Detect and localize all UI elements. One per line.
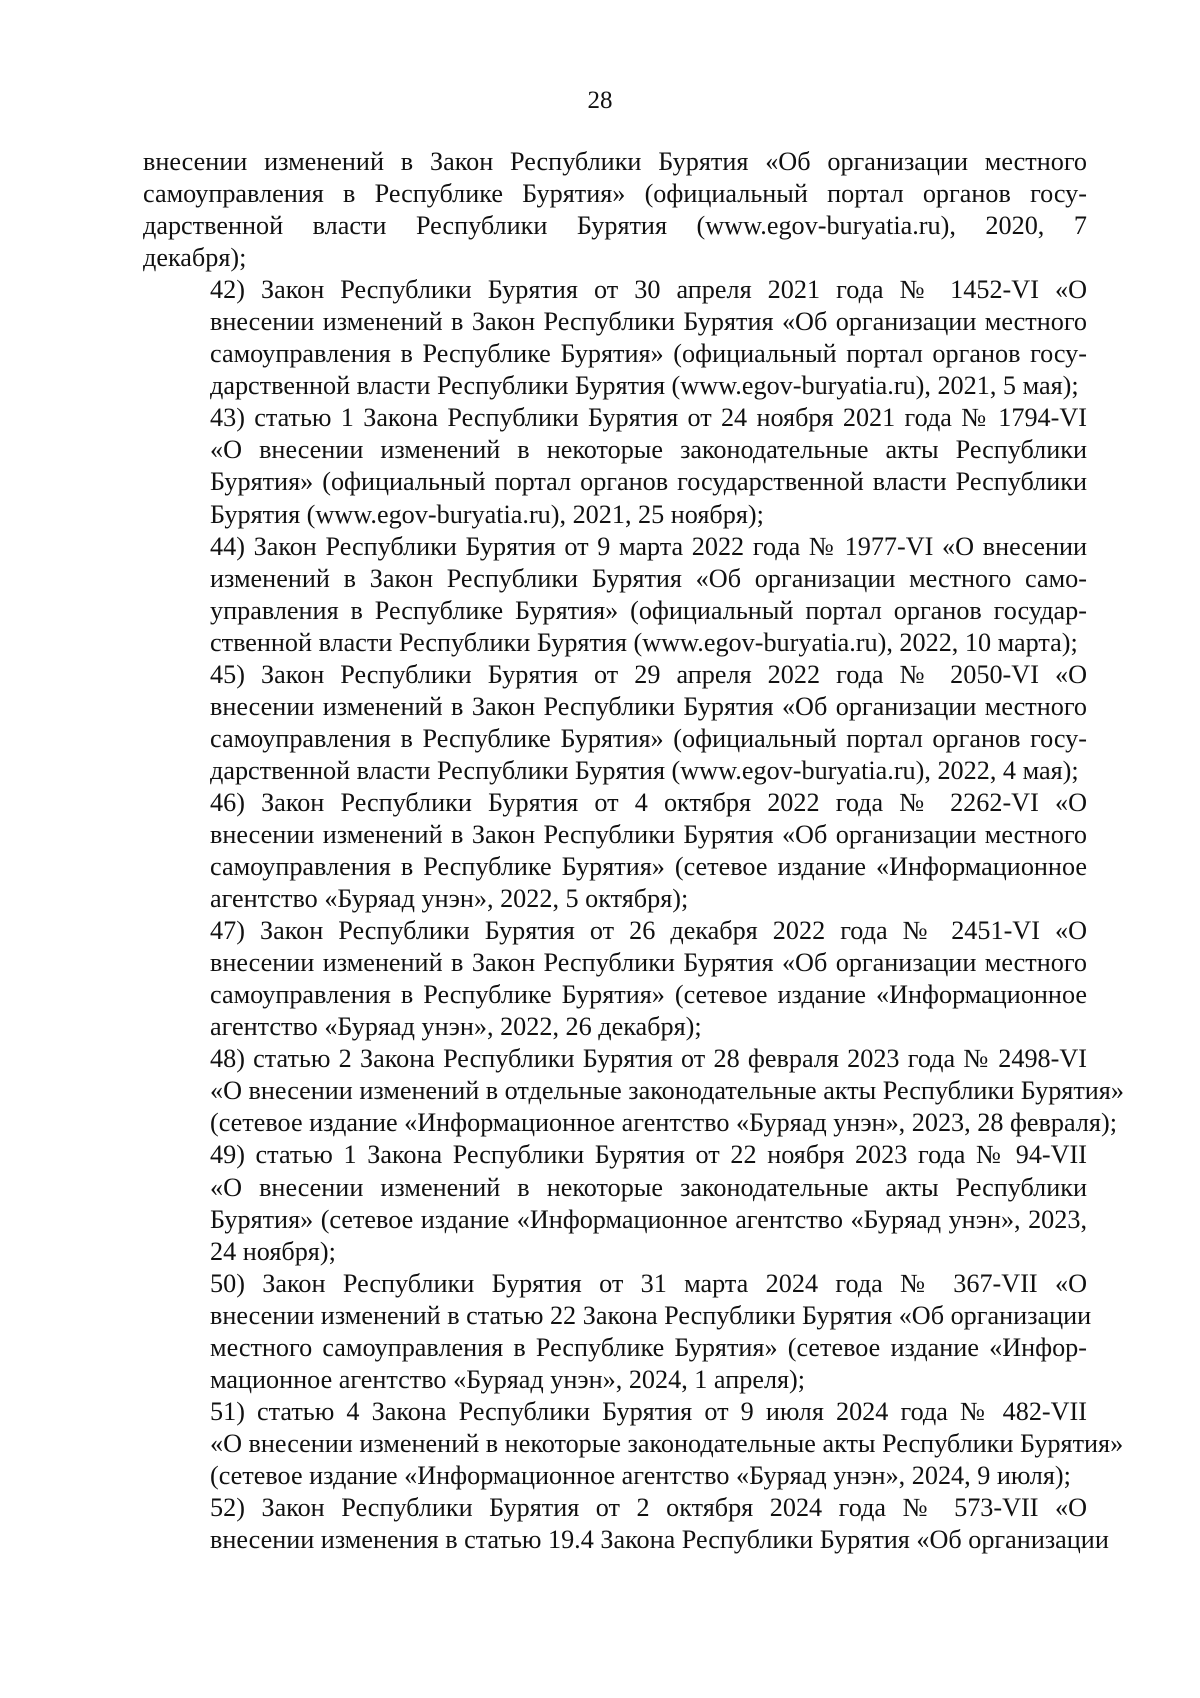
text-line: 42) Закон Республики Бурятия от 30 апреля 2021 года № 1452-VI «О [210, 275, 1087, 305]
list-item-paragraph [143, 1139, 1087, 1267]
text-line: Бурятия» (официальный портал органов государственной власти Республики [210, 467, 1087, 497]
text-line: Бурятия» (сетевое издание «Информационное агентство «Буряад унэн», 2023, [210, 1204, 1087, 1234]
text-line: 44) Закон Республики Бурятия от 9 марта 2022 года № 1977-VI «О внесении [210, 531, 1087, 561]
text-line: самоуправления в Республике Бурятия» (официальный портал органов госу- [210, 723, 1087, 753]
text-line: дарственной власти Республики Бурятия (www.egov-buryatia.ru), 2020, 7 [143, 211, 1087, 241]
text-line: 24 ноября); [210, 1236, 336, 1266]
list-item-paragraph [143, 274, 1087, 402]
text-line: Бурятия (www.egov-buryatia.ru), 2021, 25 ноября); [210, 499, 764, 529]
text-line: 49) статью 1 Закона Республики Бурятия от 22 ноября 2023 года № 94-VII [210, 1140, 1087, 1170]
text-line: ственной власти Республики Бурятия (www.egov-buryatia.ru), 2022, 10 марта); [210, 627, 1078, 657]
text-line: дарственной власти Республики Бурятия (www.egov-buryatia.ru), 2022, 4 мая); [210, 755, 1079, 785]
text-line: изменений в Закон Республики Бурятия «Об организации местного само- [210, 563, 1087, 593]
text-line: 52) Закон Республики Бурятия от 2 октября 2024 года № 573-VII «О [210, 1492, 1087, 1522]
text-line: дарственной власти Республики Бурятия (www.egov-buryatia.ru), 2021, 5 мая); [210, 371, 1079, 401]
list-item-paragraph [143, 659, 1087, 787]
text-line: 43) статью 1 Закона Республики Бурятия от 24 ноября 2021 года № 1794-VI [210, 403, 1087, 433]
text-line: 51) статью 4 Закона Республики Бурятия от 9 июля 2024 года № 482-VII [210, 1396, 1087, 1426]
list-item-paragraph [143, 146, 1087, 274]
text-line: 45) Закон Республики Бурятия от 29 апреля 2022 года № 2050-VI «О [210, 659, 1087, 689]
text-line: самоуправления в Республике Бурятия» (официальный портал органов госу- [210, 339, 1087, 369]
list-item-paragraph [143, 531, 1087, 659]
text-line: местного самоуправления в Республике Бурятия» (сетевое издание «Инфор- [210, 1332, 1087, 1362]
list-item-paragraph [143, 1043, 1124, 1139]
text-line: самоуправления в Республике Бурятия» (сетевое издание «Информационное [210, 852, 1087, 882]
text-line: агентство «Буряад унэн», 2022, 26 декабря); [210, 1012, 702, 1042]
list-item-paragraph [143, 787, 1087, 915]
page-number: 28 [587, 87, 613, 114]
text-line: «О внесении изменений в некоторые законодательные акты Республики Бурятия» [210, 1428, 1124, 1458]
text-line: внесении изменений в статью 22 Закона Республики Бурятия «Об организации [210, 1300, 1092, 1330]
text-line: «О внесении изменений в некоторые законодательные акты Республики [210, 435, 1087, 465]
text-line: управления в Республике Бурятия» (официальный портал органов государ- [210, 595, 1087, 625]
text-line: самоуправления в Республике Бурятия» (официальный портал органов госу- [143, 179, 1087, 209]
text-line: декабря); [143, 243, 247, 273]
text-line: (сетевое издание «Информационное агентство «Буряад унэн», 2023, 28 февраля); [210, 1108, 1117, 1138]
list-item-paragraph [143, 402, 1087, 530]
text-line: самоуправления в Республике Бурятия» (сетевое издание «Информационное [210, 980, 1087, 1010]
text-line: внесении изменений в Закон Республики Бурятия «Об организации местного [210, 307, 1087, 337]
text-line: 48) статью 2 Закона Республики Бурятия от 28 февраля 2023 года № 2498-VI [210, 1044, 1087, 1074]
text-line: (сетевое издание «Информационное агентство «Буряад унэн», 2024, 9 июля); [210, 1460, 1071, 1490]
list-item-paragraph [143, 1396, 1124, 1492]
list-item-paragraph [143, 1268, 1092, 1396]
text-line: внесении изменения в статью 19.4 Закона Республики Бурятия «Об организации [210, 1525, 1109, 1555]
text-line: агентство «Буряад унэн», 2022, 5 октября); [210, 884, 689, 914]
document-body [143, 146, 1124, 1556]
text-line: внесении изменений в Закон Республики Бурятия «Об организации местного [143, 147, 1087, 176]
list-item-paragraph [143, 1492, 1109, 1556]
text-line: внесении изменений в Закон Республики Бурятия «Об организации местного [210, 691, 1087, 721]
text-line: 47) Закон Республики Бурятия от 26 декабря 2022 года № 2451-VI «О [210, 916, 1087, 946]
text-line: 46) Закон Республики Бурятия от 4 октября 2022 года № 2262-VI «О [210, 787, 1087, 817]
text-line: мационное агентство «Буряад унэн», 2024, 1 апреля); [210, 1364, 806, 1394]
text-line: внесении изменений в Закон Республики Бурятия «Об организации местного [210, 819, 1087, 849]
text-line: внесении изменений в Закон Республики Бурятия «Об организации местного [210, 948, 1087, 978]
text-line: «О внесении изменений в отдельные законодательные акты Республики Бурятия» [210, 1076, 1124, 1106]
list-item-paragraph [143, 915, 1087, 1043]
text-line: «О внесении изменений в некоторые законодательные акты Республики [210, 1172, 1087, 1202]
text-line: 50) Закон Республики Бурятия от 31 марта 2024 года № 367-VII «О [210, 1268, 1087, 1298]
